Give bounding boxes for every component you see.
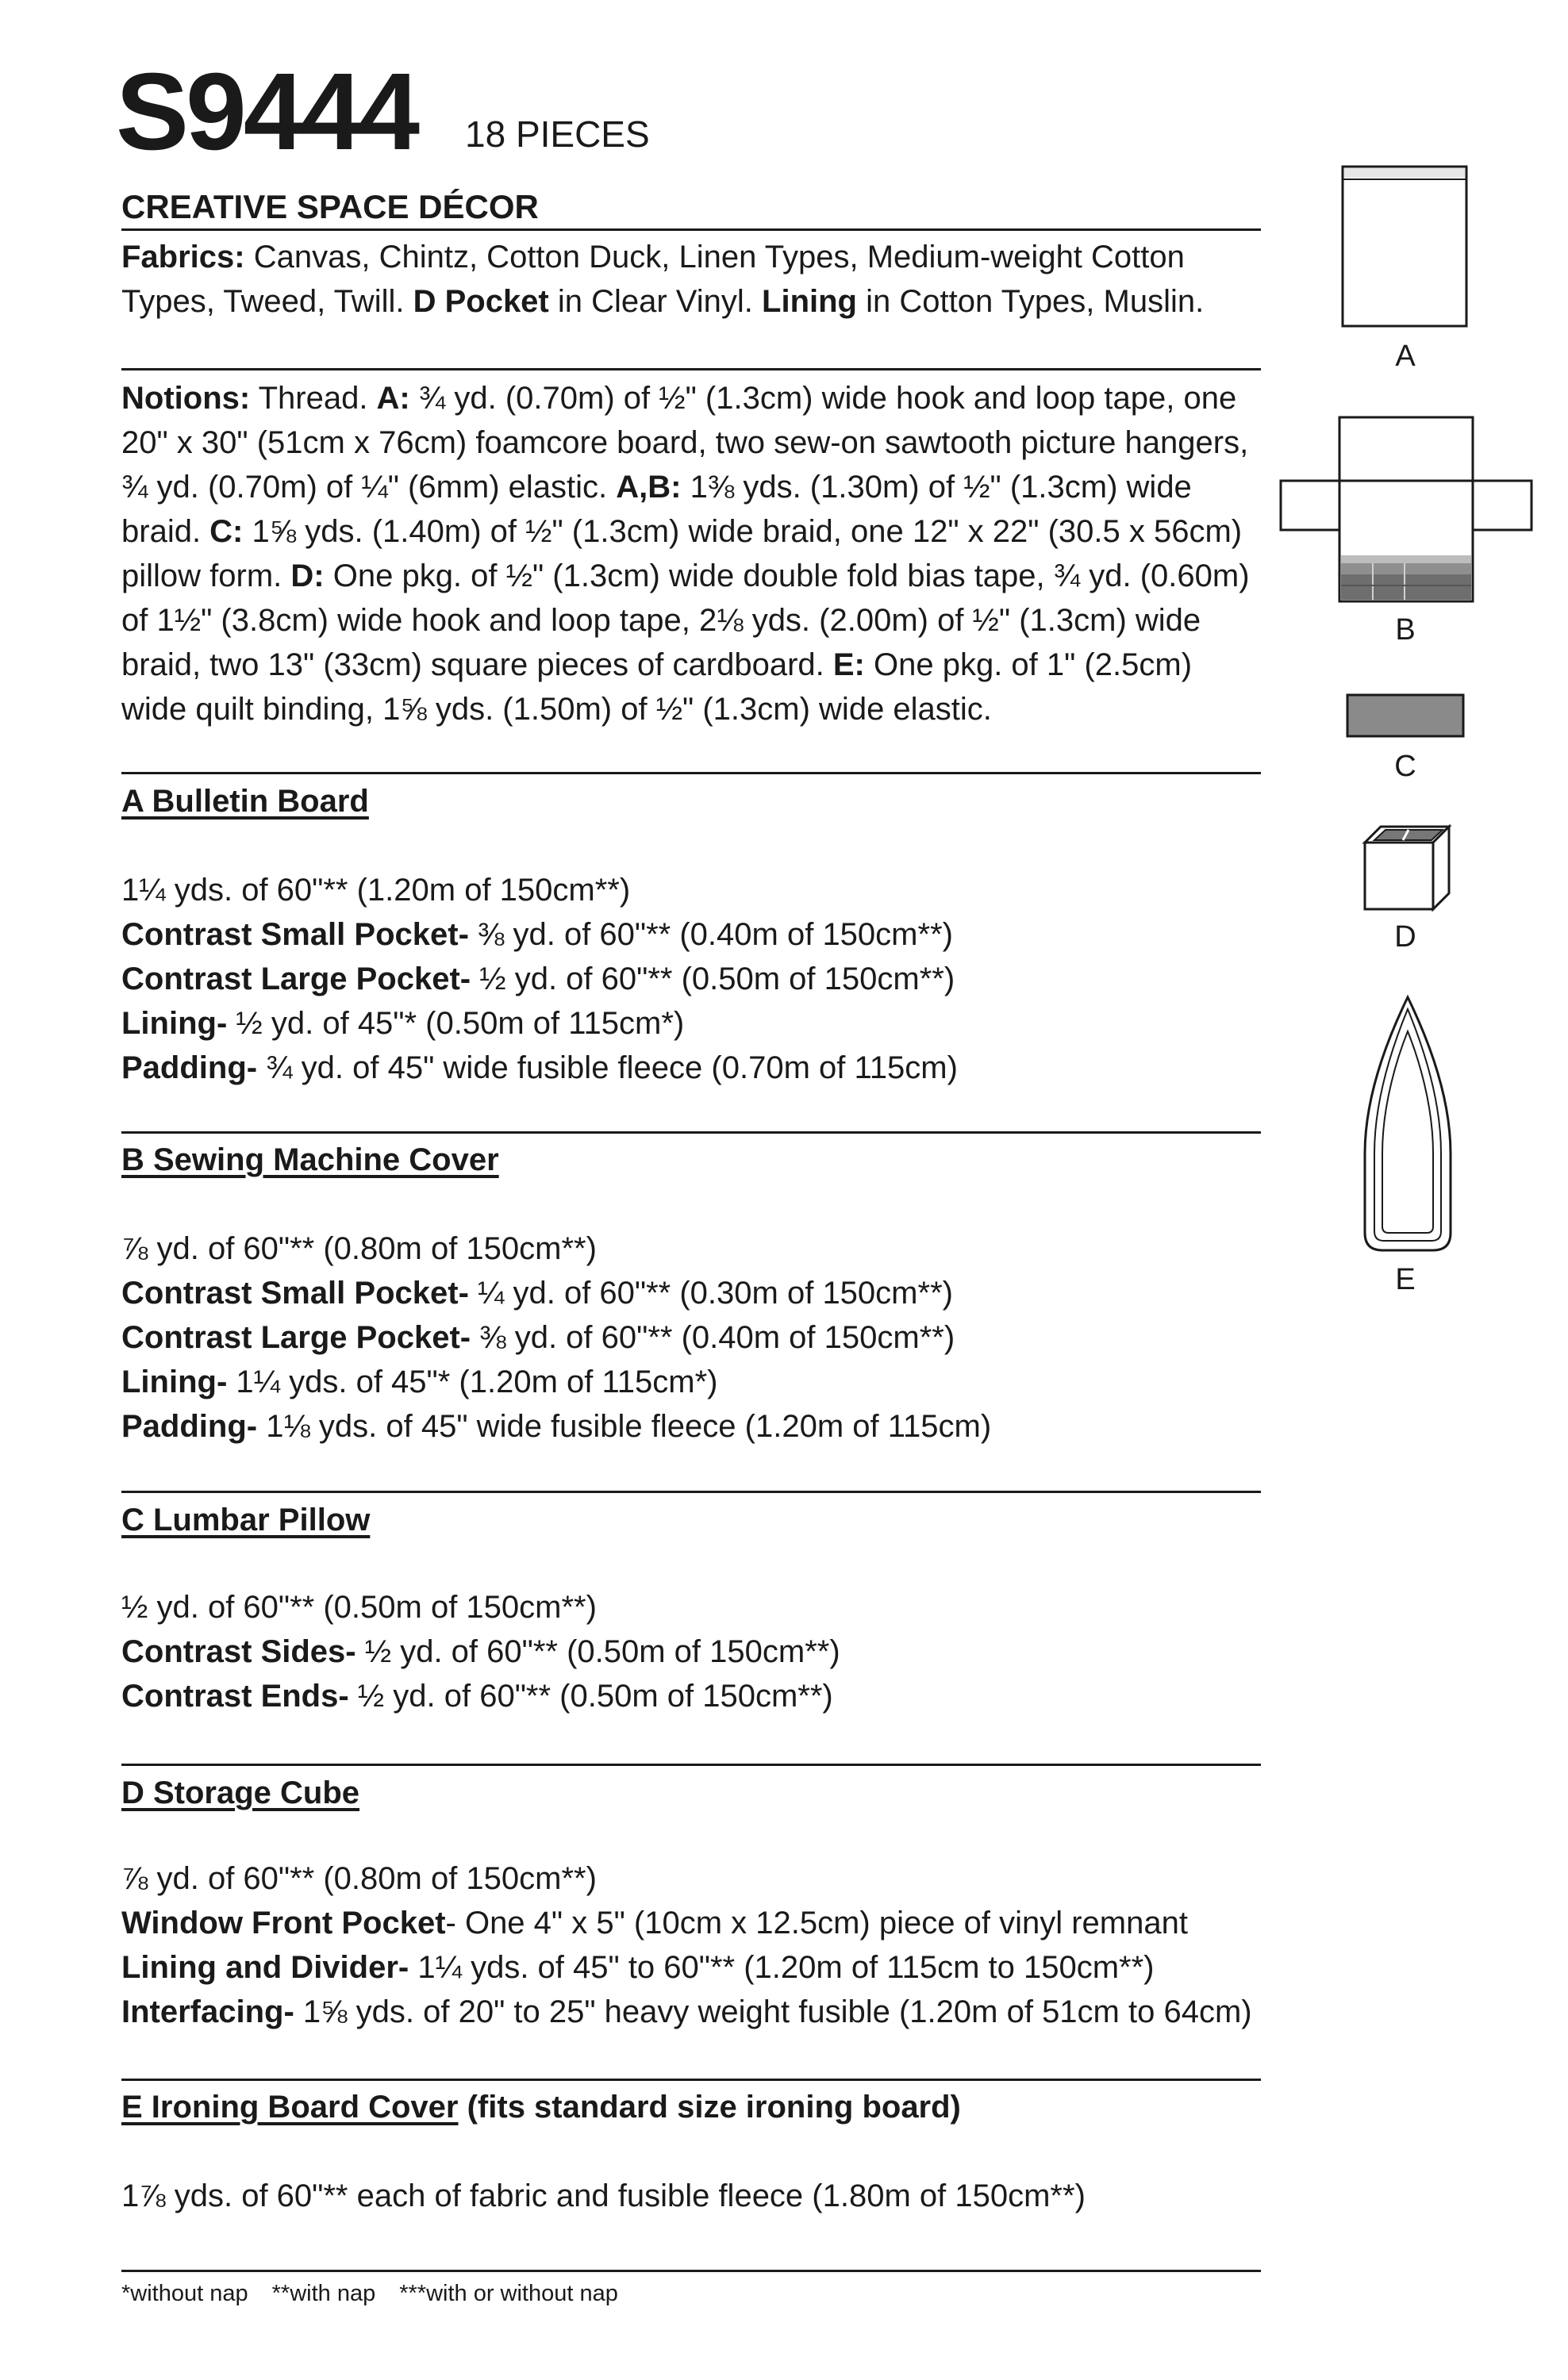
yardage-item <box>121 868 630 912</box>
view-e-illustration <box>1362 995 1454 1253</box>
item-text: ½ yd. of 60"** (0.50m of 150cm**) <box>355 1634 840 1669</box>
notions-text: One pkg. of ½" (1.3cm) wide double fold bias tape, ¾ yd. (0.60m) of 1½" (3.8cm) wide hook and loop tape, 2⅛ yds. (2.00m) of ½" (1.3cm) wide braid, two 13" (33cm) square pieces of cardboard. <box>121 559 1250 682</box>
item-text: 1⅞ yds. of 60"** each of fabric and fusible fleece (1.80m of 150cm**) <box>121 2178 1086 2213</box>
footnote-with-nap: **with nap <box>271 2281 376 2306</box>
item-text: ¾ yd. of 45" wide fusible fleece (0.70m of 115cm) <box>257 1050 958 1085</box>
fabrics-text: Canvas, Chintz, Cotton Duck, Linen Types, Medium-weight Cotton Types, Tweed, Twill. <box>121 240 1185 319</box>
section-title-c <box>121 1498 370 1542</box>
d-pocket-label: D Pocket <box>413 284 549 319</box>
fabrics-paragraph <box>121 235 1261 324</box>
yardage-item <box>121 1630 840 1674</box>
item-text: ½ yd. of 60"** (0.50m of 150cm**) <box>348 1679 833 1714</box>
notions-view-label: A: <box>376 381 410 416</box>
view-label-a: A <box>1395 340 1416 373</box>
piece-count: 18 PIECES <box>465 113 650 155</box>
yardage-item <box>121 1901 1188 1945</box>
item-label: Contrast Small Pocket- <box>121 1276 469 1311</box>
notions-view-label: E: <box>832 647 865 682</box>
item-text: 1¼ yds. of 45"* (1.20m of 115cm*) <box>227 1365 718 1399</box>
page-title: CREATIVE SPACE DÉCOR <box>121 188 539 225</box>
yardage-item <box>121 1046 958 1090</box>
item-label: Contrast Ends- <box>121 1679 349 1714</box>
divider <box>121 772 1261 774</box>
lining-label: Lining <box>762 284 857 319</box>
notions-text: 1⅝ yds. (1.40m) of ½" (1.3cm) wide braid, one 12" x 22" (30.5 x 56cm) pillow form. <box>121 514 1243 593</box>
view-d-illustration <box>1363 825 1451 911</box>
item-text: ⅜ yd. of 60"** (0.40m of 150cm**) <box>468 917 953 952</box>
section-title-text: B Sewing Machine Cover <box>121 1142 499 1177</box>
divider <box>121 2079 1261 2081</box>
item-text: ⅞ yd. of 60"** (0.80m of 150cm**) <box>121 1231 597 1266</box>
footnote-with-or-without-nap: ***with or without nap <box>399 2281 618 2306</box>
item-label: Padding- <box>121 1050 258 1085</box>
item-text: 1⅝ yds. of 20" to 25" heavy weight fusible (1.20m of 51cm to 64cm) <box>294 1994 1252 2029</box>
section-title-text: A Bulletin Board <box>121 784 369 819</box>
yardage-item <box>121 1315 955 1360</box>
fabrics-text: in Cotton Types, Muslin. <box>856 284 1205 319</box>
item-text: ⅜ yd. of 60"** (0.40m of 150cm**) <box>471 1320 955 1355</box>
view-label-c: C <box>1394 750 1416 783</box>
notions-text: 1⅜ yds. (1.30m) of ½" (1.3cm) wide braid. <box>121 470 1192 549</box>
item-label: Contrast Small Pocket- <box>121 917 469 952</box>
item-label: Contrast Sides- <box>121 1634 356 1669</box>
section-title-b <box>121 1138 499 1182</box>
item-text: ½ yd. of 60"** (0.50m of 150cm**) <box>471 962 955 996</box>
item-label: Interfacing- <box>121 1994 294 2029</box>
view-c-illustration <box>1346 693 1465 738</box>
notions-text: Thread. <box>250 381 377 416</box>
footnote-without-nap: *without nap <box>121 2281 248 2306</box>
yardage-item <box>121 957 955 1001</box>
divider <box>121 1131 1261 1134</box>
item-text: - One 4" x 5" (10cm x 12.5cm) piece of vinyl remnant <box>445 1906 1188 1940</box>
yardage-item <box>121 1945 1155 1990</box>
notions-view-label: C: <box>209 514 244 549</box>
yardage-item <box>121 1001 684 1046</box>
item-text: ½ yd. of 60"** (0.50m of 150cm**) <box>121 1590 597 1625</box>
notions-text: One pkg. of 1" (2.5cm) wide quilt binding, 1⅝ yds. (1.50m) of ½" (1.3cm) wide elastic. <box>121 647 1193 727</box>
divider <box>121 228 1261 231</box>
item-label: Window Front Pocket <box>121 1906 446 1940</box>
item-text: ⅞ yd. of 60"** (0.80m of 150cm**) <box>121 1861 597 1896</box>
item-label: Contrast Large Pocket- <box>121 1320 471 1355</box>
view-label-e: E <box>1395 1263 1416 1296</box>
notions-paragraph <box>121 376 1261 731</box>
divider <box>121 2270 1261 2272</box>
view-a-illustration <box>1341 165 1468 328</box>
yardage-item <box>121 2174 1086 2218</box>
item-label: Padding- <box>121 1409 258 1444</box>
yardage-item <box>121 1404 991 1449</box>
item-text: ½ yd. of 45"* (0.50m of 115cm*) <box>227 1006 685 1041</box>
notions-label: Notions: <box>121 381 251 416</box>
yardage-item <box>121 1674 833 1718</box>
divider <box>121 1764 1261 1766</box>
yardage-item <box>121 1360 717 1404</box>
item-label: Lining- <box>121 1006 228 1041</box>
section-title-d <box>121 1771 359 1815</box>
divider <box>121 1491 1261 1493</box>
section-title-a <box>121 779 369 823</box>
yardage-item <box>121 1226 597 1271</box>
notions-text: ¾ yd. (0.70m) of ½" (1.3cm) wide hook and loop tape, one 20" x 30" (51cm x 76cm) foamcore board, two sew-on sawtooth picture hangers, ¾ yd. (0.70m) of ¼" (6mm) elastic. <box>121 381 1249 505</box>
pattern-number: S9444 <box>116 51 417 173</box>
item-text: 1¼ yds. of 45" to 60"** (1.20m of 115cm to 150cm**) <box>409 1950 1155 1985</box>
item-label: Contrast Large Pocket- <box>121 962 471 996</box>
yardage-item <box>121 1585 597 1630</box>
view-b-illustration <box>1279 416 1533 603</box>
footnotes <box>121 2280 642 2308</box>
view-label-d: D <box>1394 920 1416 954</box>
item-text: ¼ yd. of 60"** (0.30m of 150cm**) <box>468 1276 953 1311</box>
fabrics-text: in Clear Vinyl. <box>548 284 763 319</box>
section-title-text: E Ironing Board Cover <box>121 2090 459 2125</box>
item-text: 1⅛ yds. of 45" wide fusible fleece (1.20m of 115cm) <box>257 1409 992 1444</box>
fabrics-label: Fabrics: <box>121 240 245 274</box>
section-title-text: C Lumbar Pillow <box>121 1503 371 1537</box>
yardage-item <box>121 1990 1252 2034</box>
divider <box>121 368 1261 370</box>
yardage-item <box>121 912 953 957</box>
section-title-note: (fits standard size ironing board) <box>458 2090 961 2125</box>
yardage-item <box>121 1271 953 1315</box>
notions-view-label: A,B: <box>616 470 682 505</box>
section-title-e <box>121 2085 961 2129</box>
yardage-item <box>121 1856 597 1901</box>
item-text: 1¼ yds. of 60"** (1.20m of 150cm**) <box>121 873 631 908</box>
view-label-b: B <box>1395 613 1416 647</box>
item-label: Lining and Divider- <box>121 1950 409 1985</box>
item-label: Lining- <box>121 1365 228 1399</box>
notions-view-label: D: <box>290 559 325 593</box>
section-title-text: D Storage Cube <box>121 1775 360 1810</box>
